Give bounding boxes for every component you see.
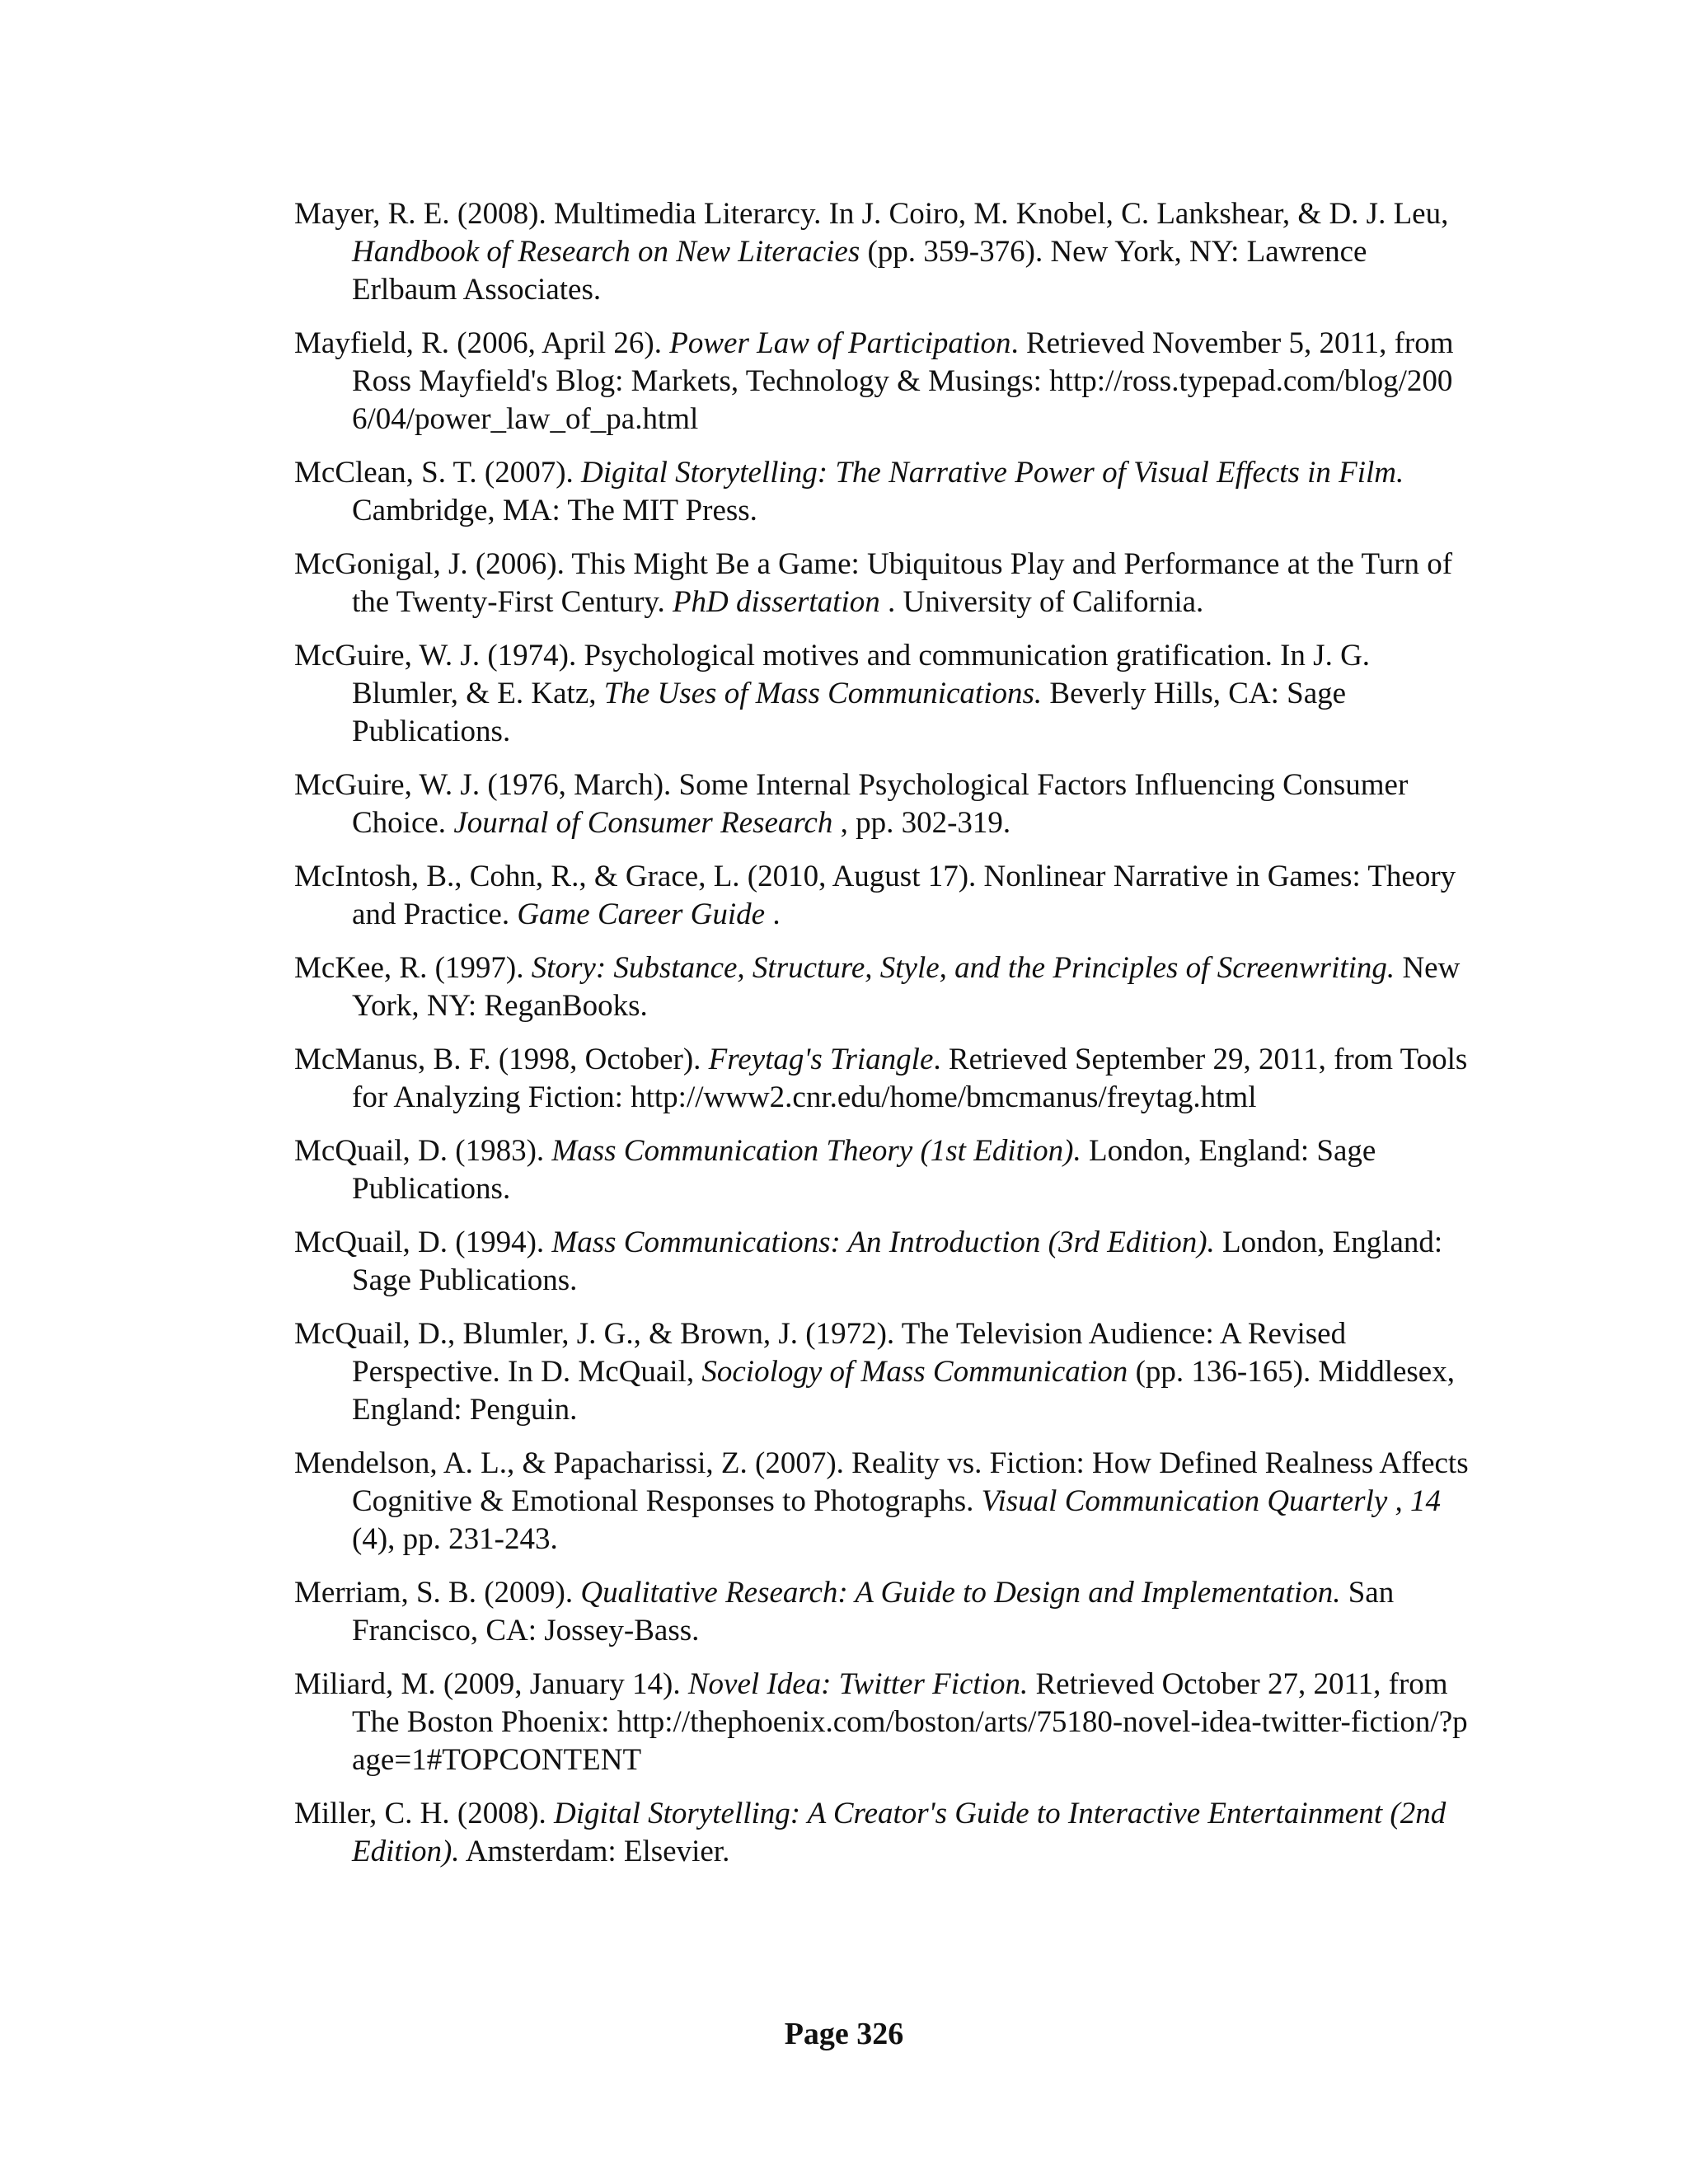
- reference-text: . Retrieved November 5, 2011, from Ross Mayfield's Blog: Markets, Technology & Musings:: [352, 326, 1454, 398]
- reference-title: Handbook of Research on New Literacies: [352, 235, 860, 269]
- reference-text: Merriam, S. B. (2009).: [294, 1576, 581, 1610]
- reference-title: Freytag's Triangle: [708, 1043, 934, 1076]
- reference-text: (pp. 359-376). New York, NY: Lawrence Erlbaum Associates.: [352, 235, 1367, 307]
- reference-title: The Uses of Mass Communications.: [603, 677, 1043, 710]
- reference-entry: [294, 1132, 1469, 1208]
- reference-text: Mendelson, A. L., & Papacharissi, Z. (2007). Reality vs. Fiction: How Defined Realness Affects Cognitive & Emotional Responses to Photographs.: [294, 1446, 1469, 1518]
- reference-url: http://www2.cnr.edu/home/bmcmanus/freytag.html: [631, 1080, 1257, 1114]
- reference-text: , pp. 302-319.: [832, 806, 1011, 840]
- reference-text: McIntosh, B., Cohn, R., & Grace, L. (2010, August 17). Nonlinear Narrative in Games: Theory and Practice.: [294, 860, 1456, 931]
- reference-text: McQuail, D., Blumler, J. G., & Brown, J. (1972). The Television Audience: A Revised Perspective. In D. McQuail,: [294, 1317, 1347, 1389]
- reference-title: Game Career Guide: [517, 898, 766, 931]
- reference-text: San Francisco, CA: Jossey-Bass.: [352, 1576, 1395, 1647]
- reference-title: Journal of Consumer Research: [453, 806, 833, 840]
- reference-entry: [294, 1445, 1469, 1558]
- reference-title: Digital Storytelling: The Narrative Power of Visual Effects in Film.: [581, 456, 1404, 490]
- reference-title: Mass Communications: An Introduction (3rd Edition).: [551, 1226, 1215, 1259]
- reference-entry: [294, 766, 1469, 842]
- reference-entry: [294, 1041, 1469, 1117]
- reference-text: Mayfield, R. (2006, April 26).: [294, 326, 670, 360]
- reference-url: http://thephoenix.com/boston/arts/75180-novel-idea-twitter-fiction/?page=1#TOPCONTENT: [352, 1705, 1468, 1777]
- reference-text: London, England: Sage Publications.: [352, 1134, 1376, 1206]
- reference-entry: [294, 325, 1469, 438]
- reference-entry: [294, 858, 1469, 934]
- reference-text: McClean, S. T. (2007).: [294, 456, 582, 490]
- reference-text: McQuail, D. (1994).: [294, 1226, 552, 1259]
- reference-text: McGonigal, J. (2006). This Might Be a Game: Ubiquitous Play and Performance at the Turn of the Twenty-First Century.: [294, 547, 1453, 619]
- reference-text: McQuail, D. (1983).: [294, 1134, 552, 1168]
- reference-entry: [294, 1795, 1469, 1871]
- reference-title: Novel Idea: Twitter Fiction.: [687, 1667, 1029, 1701]
- reference-text: (4), pp. 231-243.: [352, 1522, 558, 1556]
- reference-text: Amsterdam: Elsevier.: [459, 1835, 730, 1868]
- reference-entry: [294, 1224, 1469, 1300]
- reference-text: Cambridge, MA: The MIT Press.: [352, 494, 757, 527]
- reference-title: Qualitative Research: A Guide to Design and Implementation.: [580, 1576, 1341, 1610]
- reference-text: Beverly Hills, CA: Sage Publications.: [352, 677, 1347, 748]
- reference-url: http://ross.typepad.com/blog/2006/04/power_law_of_pa.html: [352, 364, 1453, 436]
- reference-text: McManus, B. F. (1998, October).: [294, 1043, 709, 1076]
- reference-title: Story: Substance, Structure, Style, and the Principles of Screenwriting.: [531, 951, 1395, 985]
- reference-list: [294, 195, 1469, 1871]
- reference-text: Mayer, R. E. (2008). Multimedia Literarcy. In J. Coiro, M. Knobel, C. Lankshear, & D. J. Leu,: [294, 197, 1449, 231]
- reference-entry: [294, 637, 1469, 751]
- reference-text: Miliard, M. (2009, January 14).: [294, 1667, 688, 1701]
- page-number: Page 326: [784, 2017, 904, 2051]
- reference-entry: [294, 195, 1469, 309]
- reference-title: PhD dissertation: [672, 585, 880, 619]
- reference-text: London, England: Sage Publications.: [352, 1226, 1443, 1297]
- reference-entry: [294, 1315, 1469, 1429]
- reference-text: Retrieved October 27, 2011, from The Boston Phoenix:: [352, 1667, 1448, 1739]
- reference-title: Sociology of Mass Communication: [701, 1355, 1128, 1389]
- reference-text: McGuire, W. J. (1974). Psychological motives and communication gratification. In J. G. Blumler, & E. Katz,: [294, 639, 1371, 710]
- reference-title: Visual Communication Quarterly , 14: [981, 1484, 1441, 1518]
- reference-text: . University of California.: [879, 585, 1204, 619]
- reference-text: .: [765, 898, 781, 931]
- reference-title: Digital Storytelling: A Creator's Guide to Interactive Entertainment (2nd Edition).: [352, 1797, 1447, 1868]
- reference-text: New York, NY: ReganBooks.: [352, 951, 1461, 1023]
- reference-text: . Retrieved September 29, 2011, from Tools for Analyzing Fiction:: [352, 1043, 1468, 1114]
- reference-text: Miller, C. H. (2008).: [294, 1797, 555, 1830]
- reference-entry: [294, 1666, 1469, 1779]
- reference-title: Power Law of Participation: [669, 326, 1011, 360]
- reference-entry: [294, 949, 1469, 1025]
- reference-text: (pp. 136-165). Middlesex, England: Penguin.: [352, 1355, 1455, 1427]
- reference-text: McKee, R. (1997).: [294, 951, 532, 985]
- reference-text: McGuire, W. J. (1976, March). Some Internal Psychological Factors Influencing Consumer Choice.: [294, 768, 1409, 840]
- reference-entry: [294, 546, 1469, 621]
- reference-entry: [294, 1574, 1469, 1650]
- reference-title: Mass Communication Theory (1st Edition).: [551, 1134, 1081, 1168]
- reference-entry: [294, 454, 1469, 530]
